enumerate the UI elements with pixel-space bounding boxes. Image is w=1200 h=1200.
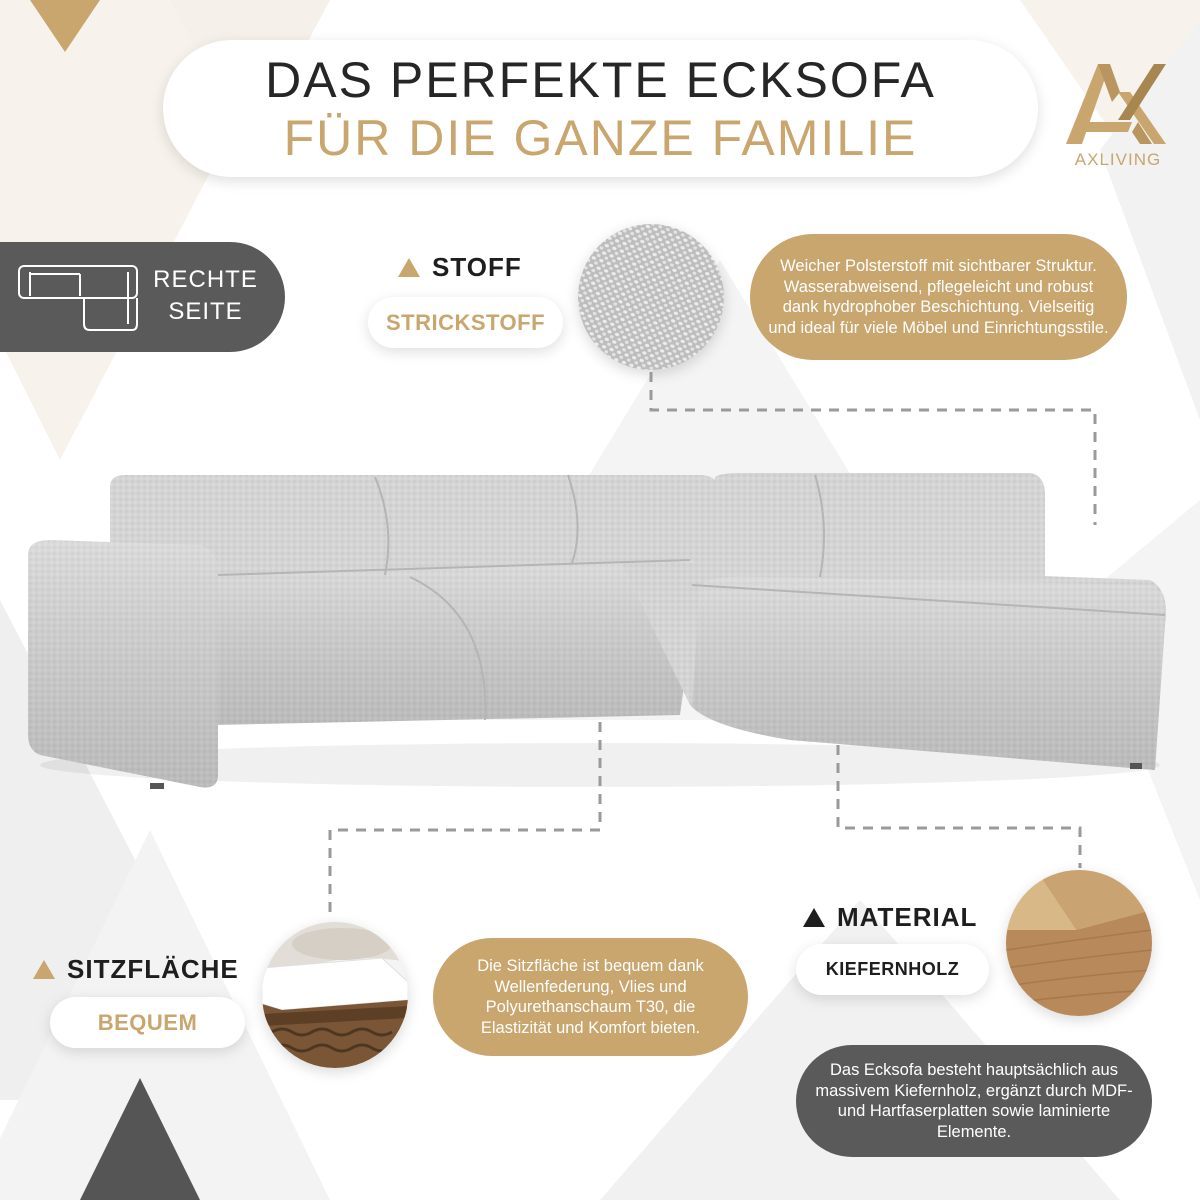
triangle-bullet-icon xyxy=(803,908,825,927)
stoff-value-pill: STRICKSTOFF xyxy=(368,297,563,348)
seat-layers-image xyxy=(262,922,408,1068)
orientation-badge xyxy=(0,242,285,352)
material-title: MATERIAL xyxy=(837,902,978,932)
sitzflaeche-value-pill: BEQUEM xyxy=(50,997,245,1048)
brand-name: AXLIVING xyxy=(1074,150,1162,169)
sitzflaeche-heading xyxy=(33,954,239,985)
sitzflaeche-description: Die Sitzfläche ist bequem dank Wellenfederung, Vlies und Polyurethanschaum T30, die Elastizität und Komfort bieten. xyxy=(433,938,748,1056)
material-heading xyxy=(803,902,977,933)
headline-line-2: FÜR DIE GANZE FAMILIE xyxy=(283,109,918,166)
corner-sofa-outline-icon xyxy=(16,262,141,334)
triangle-bullet-icon xyxy=(398,258,420,277)
orientation-label xyxy=(143,264,268,328)
headline-line-1: DAS PERFEKTE ECKSOFA xyxy=(265,51,936,108)
headline-banner xyxy=(163,40,1038,177)
orientation-line-2: SEITE xyxy=(168,298,243,325)
knit-fabric-swatch-image xyxy=(578,224,724,370)
pine-wood-image xyxy=(1006,870,1152,1016)
stoff-title: STOFF xyxy=(432,252,522,282)
corner-sofa-image xyxy=(20,465,1180,805)
triangle-bullet-icon xyxy=(33,960,55,979)
material-value-pill: KIEFERNHOLZ xyxy=(796,944,989,995)
orientation-line-1: RECHTE xyxy=(153,266,258,293)
material-description: Das Ecksofa besteht hauptsächlich aus massivem Kiefernholz, ergänzt durch MDF- und Hartfaserplatten sowie laminierte Elemente. xyxy=(796,1045,1152,1157)
stoff-description: Weicher Polsterstoff mit sichtbarer Struktur. Wasserabweisend, pflegeleicht und robust dank hydrophober Beschichtung. Vielseitig und ideal für viele Möbel und Einrichtungsstile. xyxy=(750,234,1127,360)
sitzflaeche-title: SITZFLÄCHE xyxy=(67,954,239,984)
stoff-heading xyxy=(398,252,522,283)
